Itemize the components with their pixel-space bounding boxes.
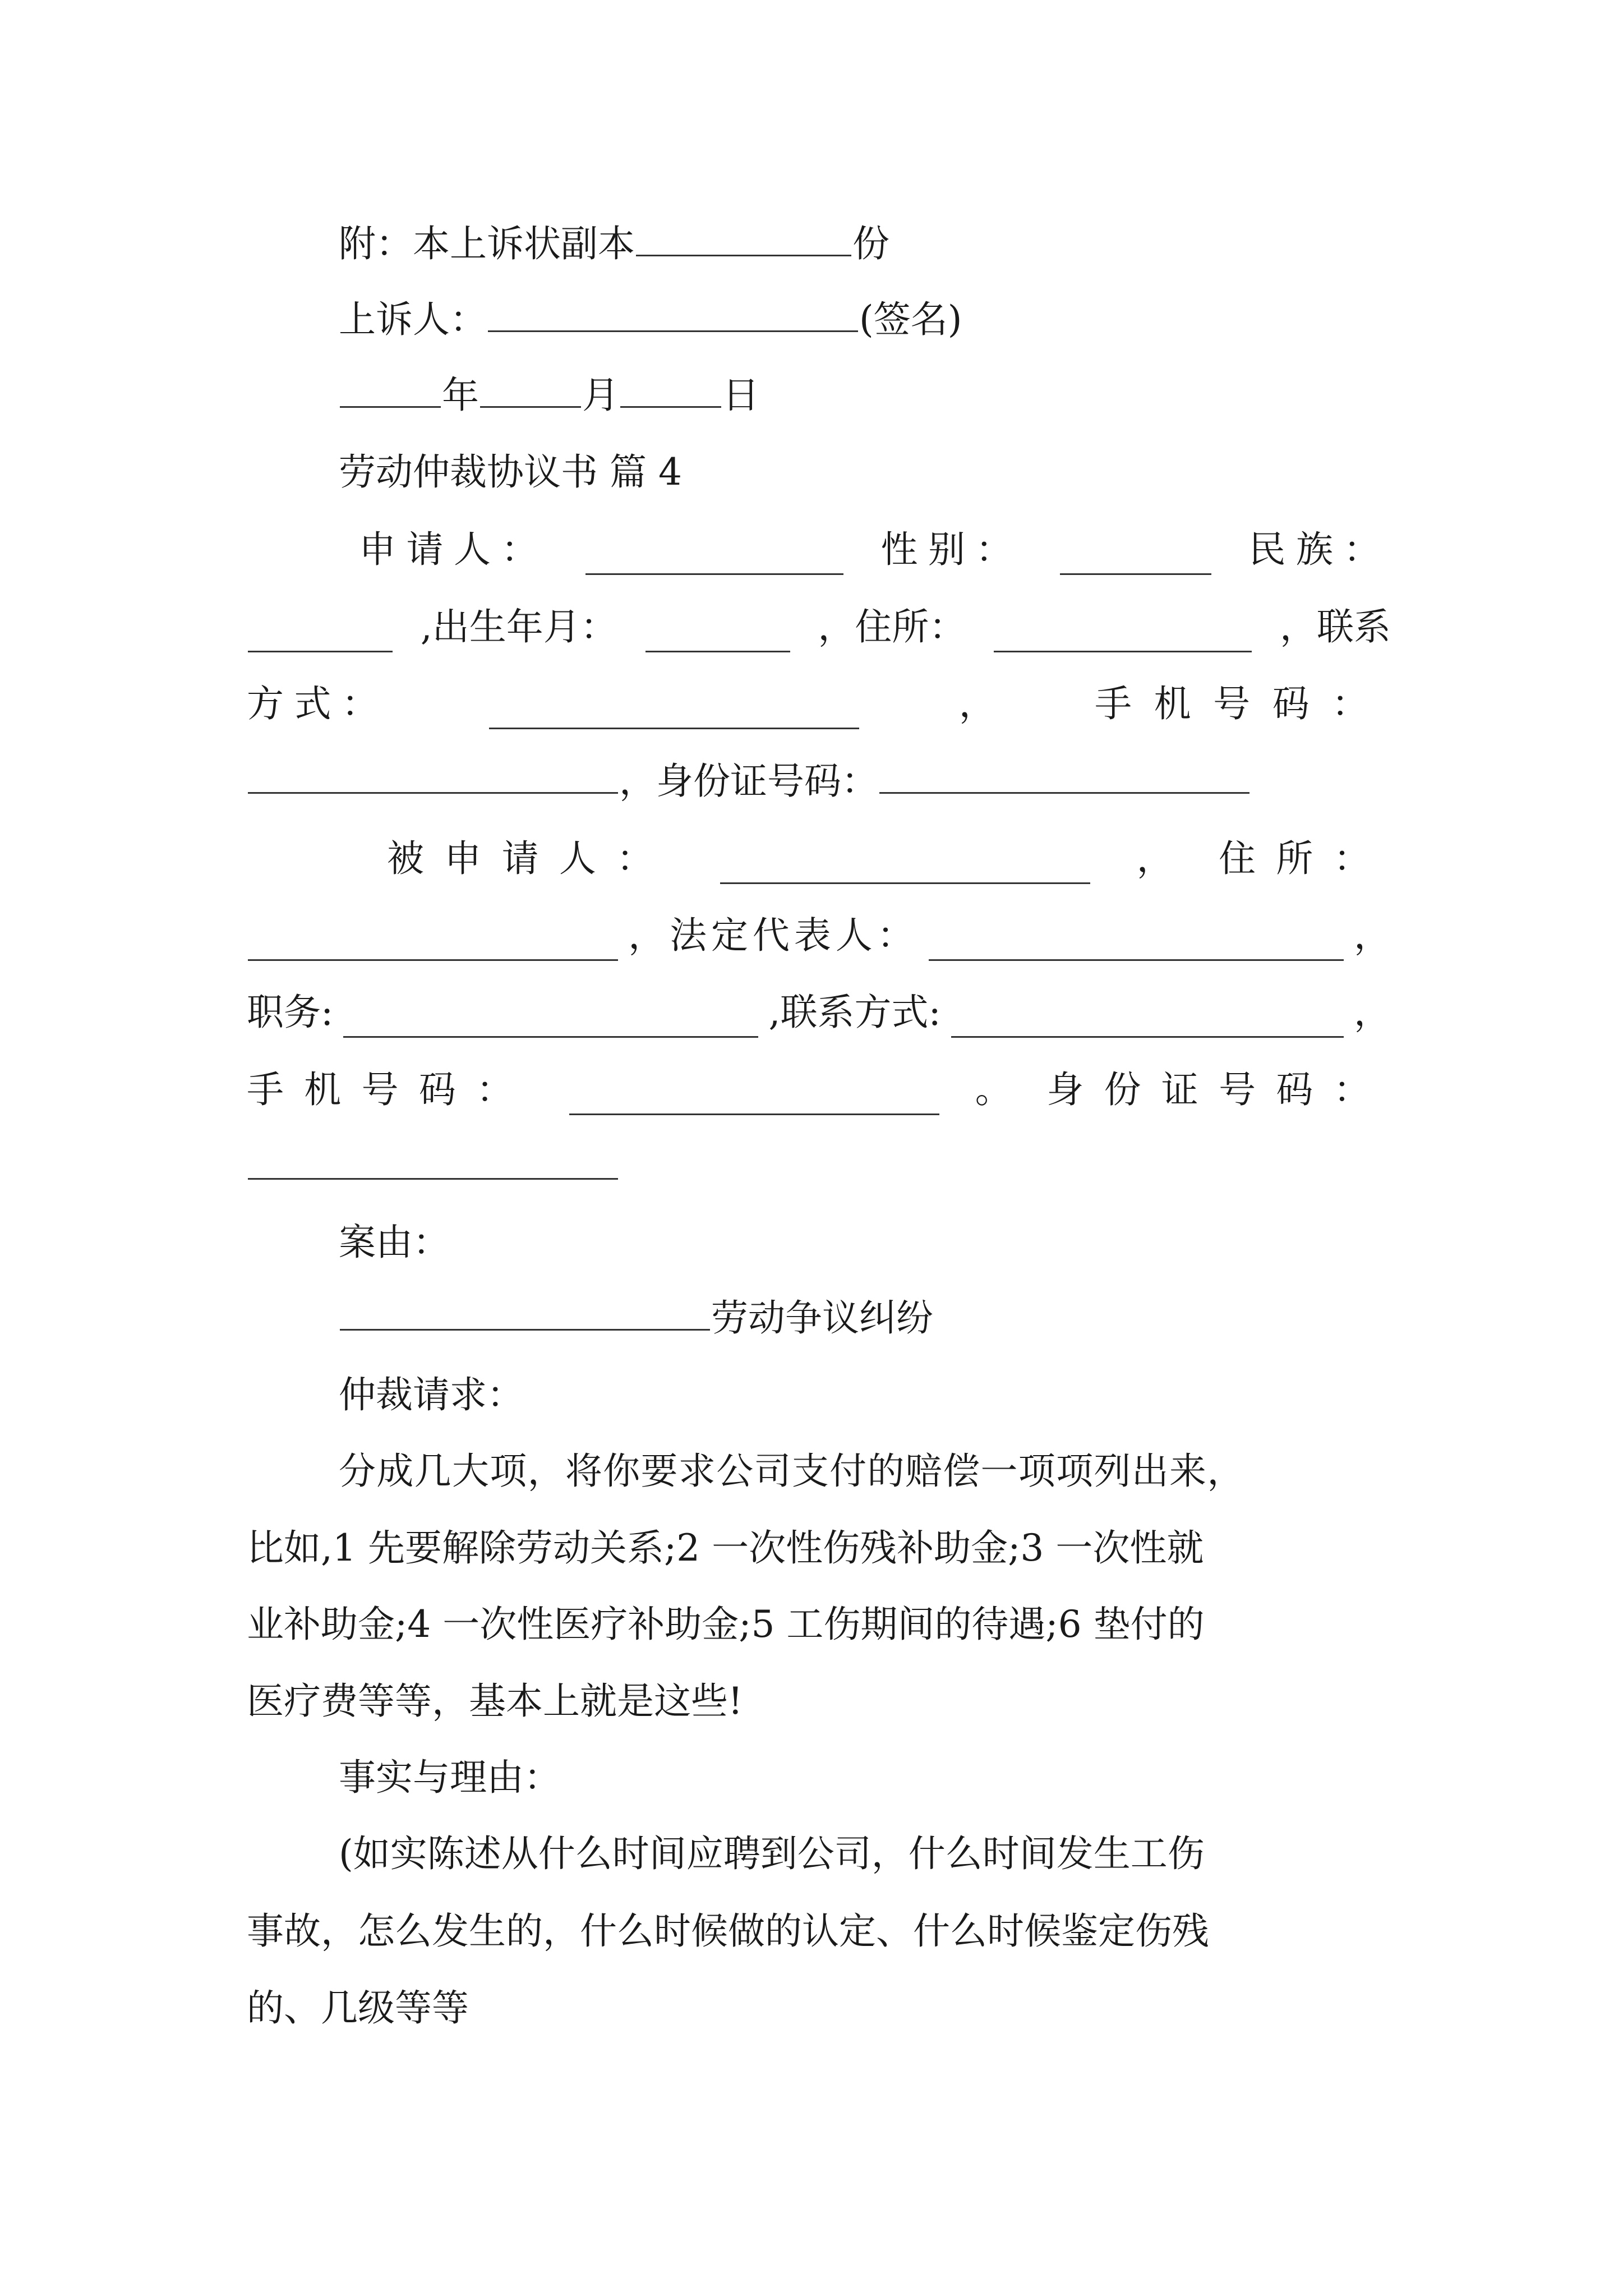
appendix-prefix: 附：本上诉状副本: [339, 222, 635, 265]
facts-line-3: 的、几级等等: [247, 1986, 469, 2030]
facts-line-1: (如实陈述从什么时间应聘到公司，什么时间发生工伤: [339, 1832, 1205, 1875]
comma: ，: [958, 682, 996, 725]
applicant-line-1: [359, 524, 1391, 575]
mobile-label: 手机号码：: [1094, 682, 1391, 725]
legal-rep-blank[interactable]: [929, 923, 1344, 961]
id-label: ，身份证号码：: [619, 760, 878, 803]
respondent-contact-label: ,联系方式:: [768, 991, 941, 1034]
case-blank[interactable]: [340, 1293, 710, 1331]
respondent-label: 被申请人：: [387, 837, 674, 880]
applicant-line-4: [247, 756, 1391, 807]
year-blank[interactable]: [340, 370, 441, 408]
trailing-comma-2: ，: [1353, 991, 1391, 1034]
respondent-line-2: [247, 910, 1391, 961]
position-label: 职务:: [247, 991, 334, 1034]
applicant-line-3: [247, 679, 1391, 729]
respondent-contact-blank[interactable]: [951, 1000, 1344, 1038]
day-blank[interactable]: [620, 370, 721, 408]
respondent-line-1: [387, 834, 1391, 884]
respondent-period: 。: [975, 1068, 1012, 1111]
respondent-line-5: [247, 1142, 1391, 1193]
ethnicity-label: 民族：: [1248, 528, 1391, 571]
applicant-name-blank[interactable]: [585, 537, 843, 575]
respondent-mobile-label: 手机号码：: [247, 1068, 534, 1111]
contact-label: ，联系: [1279, 605, 1391, 648]
contact-label-2: 方式：: [247, 682, 389, 725]
claims-line-4: 医疗费等等，基本上就是这些!: [247, 1680, 743, 1723]
respondent-comma: ，: [1136, 837, 1174, 880]
case-label: 案由：: [339, 1221, 450, 1264]
birth-blank[interactable]: [645, 615, 790, 652]
claims-line-3: 业补助金;4 一次性医疗补助金;5 工伤期间的待遇;6 垫付的: [247, 1603, 1205, 1646]
copies-blank[interactable]: [636, 219, 851, 256]
contact-blank[interactable]: [489, 692, 859, 729]
appellant-line: [339, 295, 1483, 345]
residence-label: ，住所：: [818, 605, 966, 648]
claims-line-1: 分成几大项，将你要求公司支付的赔偿一项项列出来，: [339, 1450, 1245, 1493]
respondent-line-4: [247, 1065, 1391, 1115]
id-blank[interactable]: [879, 756, 1249, 794]
appendix-line: [339, 219, 1483, 269]
respondent-residence-blank[interactable]: [248, 923, 618, 961]
case-line: [339, 1293, 1483, 1343]
mobile-blank[interactable]: [248, 756, 618, 794]
day-label: 日: [722, 374, 759, 417]
signature-note: (签名): [859, 298, 962, 341]
applicant-label: 申请人：: [359, 528, 548, 571]
claims-line-2: 比如,1 先要解除劳动关系;2 一次性伤残补助金;3 一次性就: [247, 1526, 1204, 1570]
year-label: 年: [442, 374, 479, 417]
legal-rep-label: ，法定代表人：: [628, 914, 919, 957]
respondent-line-3: [247, 987, 1391, 1038]
respondent-id-label: 身份证号码：: [1046, 1068, 1391, 1111]
trailing-comma: ，: [1353, 914, 1391, 957]
appellant-label: 上诉人：: [339, 298, 487, 341]
facts-line-2: 事故，怎么发生的，什么时候做的认定、什么时候鉴定伤残: [247, 1910, 1209, 1953]
facts-label: 事实与理由：: [339, 1756, 561, 1799]
respondent-residence-label: 住所：: [1219, 837, 1391, 880]
position-blank[interactable]: [343, 1000, 758, 1038]
gender-blank[interactable]: [1060, 537, 1211, 575]
appendix-suffix: 份: [852, 222, 889, 265]
month-blank[interactable]: [480, 370, 581, 408]
ethnicity-blank[interactable]: [248, 615, 393, 652]
claims-label: 仲裁请求：: [339, 1373, 524, 1416]
respondent-name-blank[interactable]: [720, 846, 1090, 884]
date-line: [339, 370, 1483, 421]
applicant-line-2: [247, 602, 1391, 652]
birth-label: ,出生年月：: [420, 605, 617, 648]
respondent-mobile-blank[interactable]: [569, 1078, 939, 1115]
section-title: 劳动仲裁协议书 篇 4: [339, 450, 682, 494]
gender-label: 性别：: [880, 528, 1023, 571]
appellant-blank[interactable]: [488, 295, 858, 332]
month-label: 月: [582, 374, 619, 417]
residence-blank[interactable]: [994, 615, 1252, 652]
respondent-id-blank[interactable]: [248, 1142, 618, 1180]
case-dispute: 劳动争议纠纷: [711, 1296, 933, 1340]
